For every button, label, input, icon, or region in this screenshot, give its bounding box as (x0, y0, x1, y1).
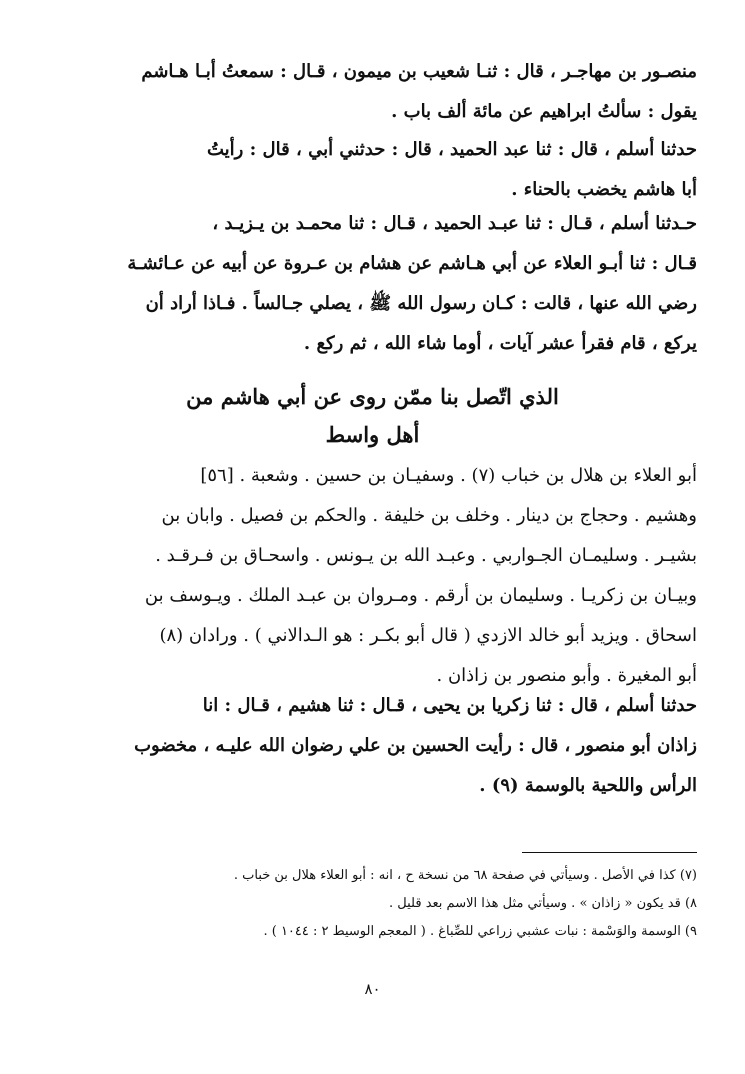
text-line: يقول : سألتُ ابراهيم عن مائة ألف باب . (391, 101, 697, 122)
paragraph-4 (45, 456, 697, 696)
text-line: أبو العلاء بن هلال بن خباب (٧) . وسفيـان بن حسين . وشعبة . [٥٦] (200, 465, 697, 486)
paragraph-2 (45, 130, 697, 210)
footnotes (45, 862, 697, 946)
text-line: حدثنا أسلم ، قال : ثنا زكريا بن يحيى ، قـال : ثنا هشيم ، قـال : انا (202, 695, 697, 716)
text-line: أبو المغيرة . وأبو منصور بن زاذان . (436, 665, 697, 686)
footnote: (٧) كذا في الأصل . وسيأتي في صفحة ٦٨ من نسخة ح ، انه : أبو العلاء هلال بن خباب . (233, 868, 697, 883)
footnote: ٨) قد يكون « زاذان » . وسيأتي مثل هذا الاسم بعد قليل . (389, 896, 697, 911)
section-heading (0, 378, 745, 454)
text-line: اسحاق . ويزيد أبو خالد الازدي ( قال أبو بكـر : هو الـدالاني ) . ورادان (٨) (159, 625, 697, 646)
text-line: الرأس واللحية بالوسمة (٩) . (479, 775, 697, 796)
text-line: قـال : ثنا أبـو العلاء عن أبي هـاشم عن هشام بن عـروة عن أبيه عن عـائشـة (127, 253, 697, 274)
text-line: وهشيم . وحجاج بن دينار . وخلف بن خليفة . والحكم بن فصيل . وابان بن (161, 505, 697, 526)
text-line: بشيـر . وسليمـان الجـواربي . وعبـد الله بن يـونس . واسحـاق بن فـرقـد . (155, 545, 697, 566)
footnote: ٩) الوسمة والوَسْمة : نبات عشبي زراعي للصِّباغ . ( المعجم الوسيط ٢ : ١٠٤٤ ) . (263, 924, 697, 939)
text-line: رضي الله عنها ، قالت : كـان رسول الله ﷺ ، يصلي جـالساً . فـاذا أراد أن (145, 293, 697, 314)
heading-line: الذي اتّصل بنا ممّن روى عن أبي هاشم من (186, 384, 559, 409)
text-line: أبا هاشم يخضب بالحناء . (511, 179, 697, 200)
text-line: حدثنا أسلم ، قال : ثنا عبد الحميد ، قال : حدثني أبي ، قال : رأيتُ (207, 139, 697, 160)
footnote-divider (522, 852, 697, 853)
text-line: حـدثنا أسلم ، قـال : ثنا عبـد الحميد ، قـال : ثنا محمـد بن يـزيـد ، (212, 213, 697, 234)
paragraph-3 (45, 204, 697, 364)
text-line: منصـور بن مهاجـر ، قال : ثنـا شعيب بن ميمون ، قـال : سمعتُ أبـا هـاشم (141, 61, 697, 82)
text-line: زاذان أبو منصور ، قال : رأيت الحسين بن علي رضوان الله عليـه ، مخضوب (134, 735, 697, 756)
paragraph-5 (45, 686, 697, 806)
page-number: ٨٠ (364, 980, 381, 998)
text-line: يركع ، قام فقرأ عشر آيات ، أوما شاء الله ، ثم ركع . (303, 333, 697, 354)
heading-line: أهل واسط (325, 422, 420, 447)
paragraph-1 (45, 52, 697, 132)
text-line: وبيـان بن زكريـا . وسليمان بن أرقم . ومـروان بن عبـد الملك . ويـوسف بن (144, 585, 697, 606)
